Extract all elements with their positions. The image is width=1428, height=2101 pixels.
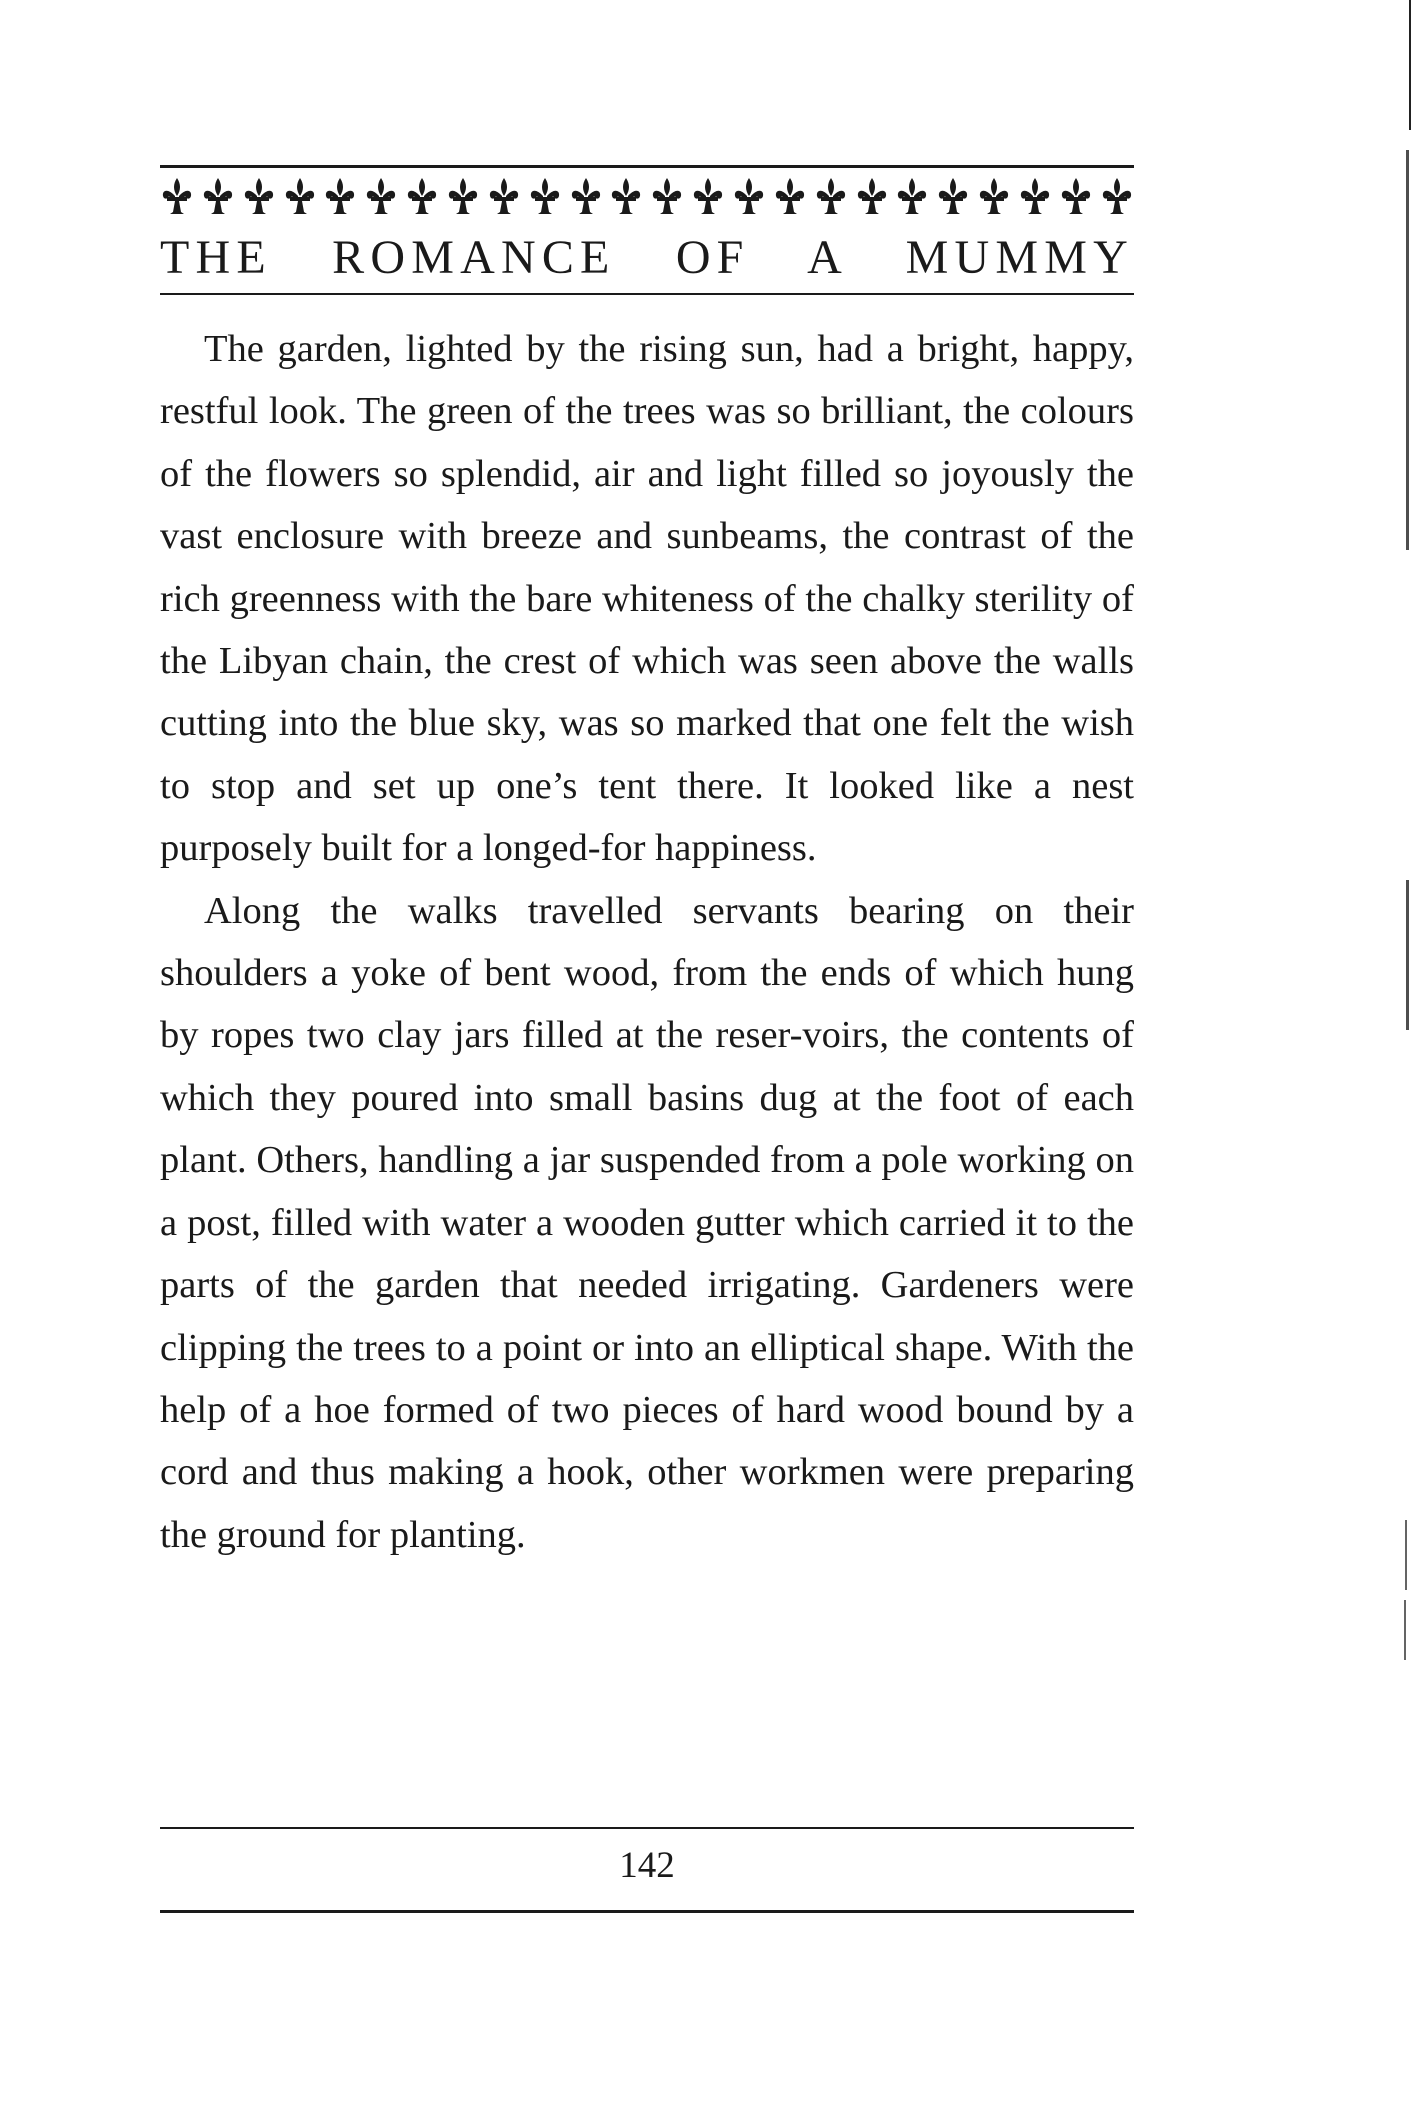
fleur-de-lis-icon xyxy=(691,176,725,216)
page-number: 142 xyxy=(619,1845,675,1886)
fleur-de-lis-icon xyxy=(895,176,929,216)
footer-top-rule xyxy=(160,1827,1134,1829)
running-head: THE ROMANCE OF A MUMMY xyxy=(160,231,1134,284)
fleur-de-lis-icon xyxy=(528,176,562,216)
header-bottom-rule xyxy=(160,293,1134,295)
fleur-de-lis-icon xyxy=(814,176,848,216)
fleur-de-lis-icon xyxy=(773,176,807,216)
fleur-de-lis-icon xyxy=(1100,176,1134,216)
fleur-de-lis-icon xyxy=(364,176,398,216)
fleur-de-lis-icon xyxy=(936,176,970,216)
fleur-de-lis-icon xyxy=(323,176,357,216)
fleur-de-lis-icon xyxy=(487,176,521,216)
fleur-de-lis-icon xyxy=(201,176,235,216)
scan-edge-mark xyxy=(1406,150,1409,550)
paragraph: The garden, lighted by the rising sun, had a bright, happy, restful look. The green of the trees was so brilliant, the colours of the flowers so splendid, air and light filled so joyously the vast enclosure with breeze and sunbeams, the contrast of the rich greenness with the bare whiteness of the chalky sterility of the Libyan chain, the crest of which was seen above the walls cutting into the blue sky, was so marked that one felt the wish to stop and set up one’s tent there. It looked like a nest purposely built for a longed-for happiness. xyxy=(160,328,1134,870)
fleur-de-lis-icon xyxy=(242,176,276,216)
header-top-rule xyxy=(160,165,1134,168)
footer-bottom-rule xyxy=(160,1910,1134,1913)
fleur-de-lis-icon xyxy=(977,176,1011,216)
fleur-de-lis-icon xyxy=(609,176,643,216)
fleur-de-lis-icon xyxy=(1059,176,1093,216)
scan-edge-mark xyxy=(1405,1520,1407,1590)
fleur-de-lis-icon xyxy=(446,176,480,216)
fleur-de-lis-icon xyxy=(855,176,889,216)
scan-edge-mark xyxy=(1404,1600,1406,1660)
body-text xyxy=(160,318,1134,1566)
fleur-de-lis-ornament-band xyxy=(160,171,1134,221)
fleur-de-lis-icon xyxy=(732,176,766,216)
fleur-de-lis-icon xyxy=(283,176,317,216)
paragraph: Along the walks travelled servants bearing on their shoulders a yoke of bent wood, from the ends of which hung by ropes two clay jars filled at the reser-voirs, the contents of which they poured into small basins dug at the foot of each plant. Others, handling a jar suspended from a pole working on a post, filled with water a wooden gutter which carried it to the parts of the garden that needed irrigating. Gardeners were clipping the trees to a point or into an elliptical shape. With the help of a hoe formed of two pieces of hard wood bound by a cord and thus making a hook, other workmen were preparing the ground for planting. xyxy=(160,889,1134,1556)
fleur-de-lis-icon xyxy=(650,176,684,216)
scan-edge-mark xyxy=(1406,880,1409,1030)
fleur-de-lis-icon xyxy=(160,176,194,216)
scan-edge-mark xyxy=(1409,0,1411,130)
fleur-de-lis-icon xyxy=(1018,176,1052,216)
fleur-de-lis-icon xyxy=(569,176,603,216)
fleur-de-lis-icon xyxy=(405,176,439,216)
